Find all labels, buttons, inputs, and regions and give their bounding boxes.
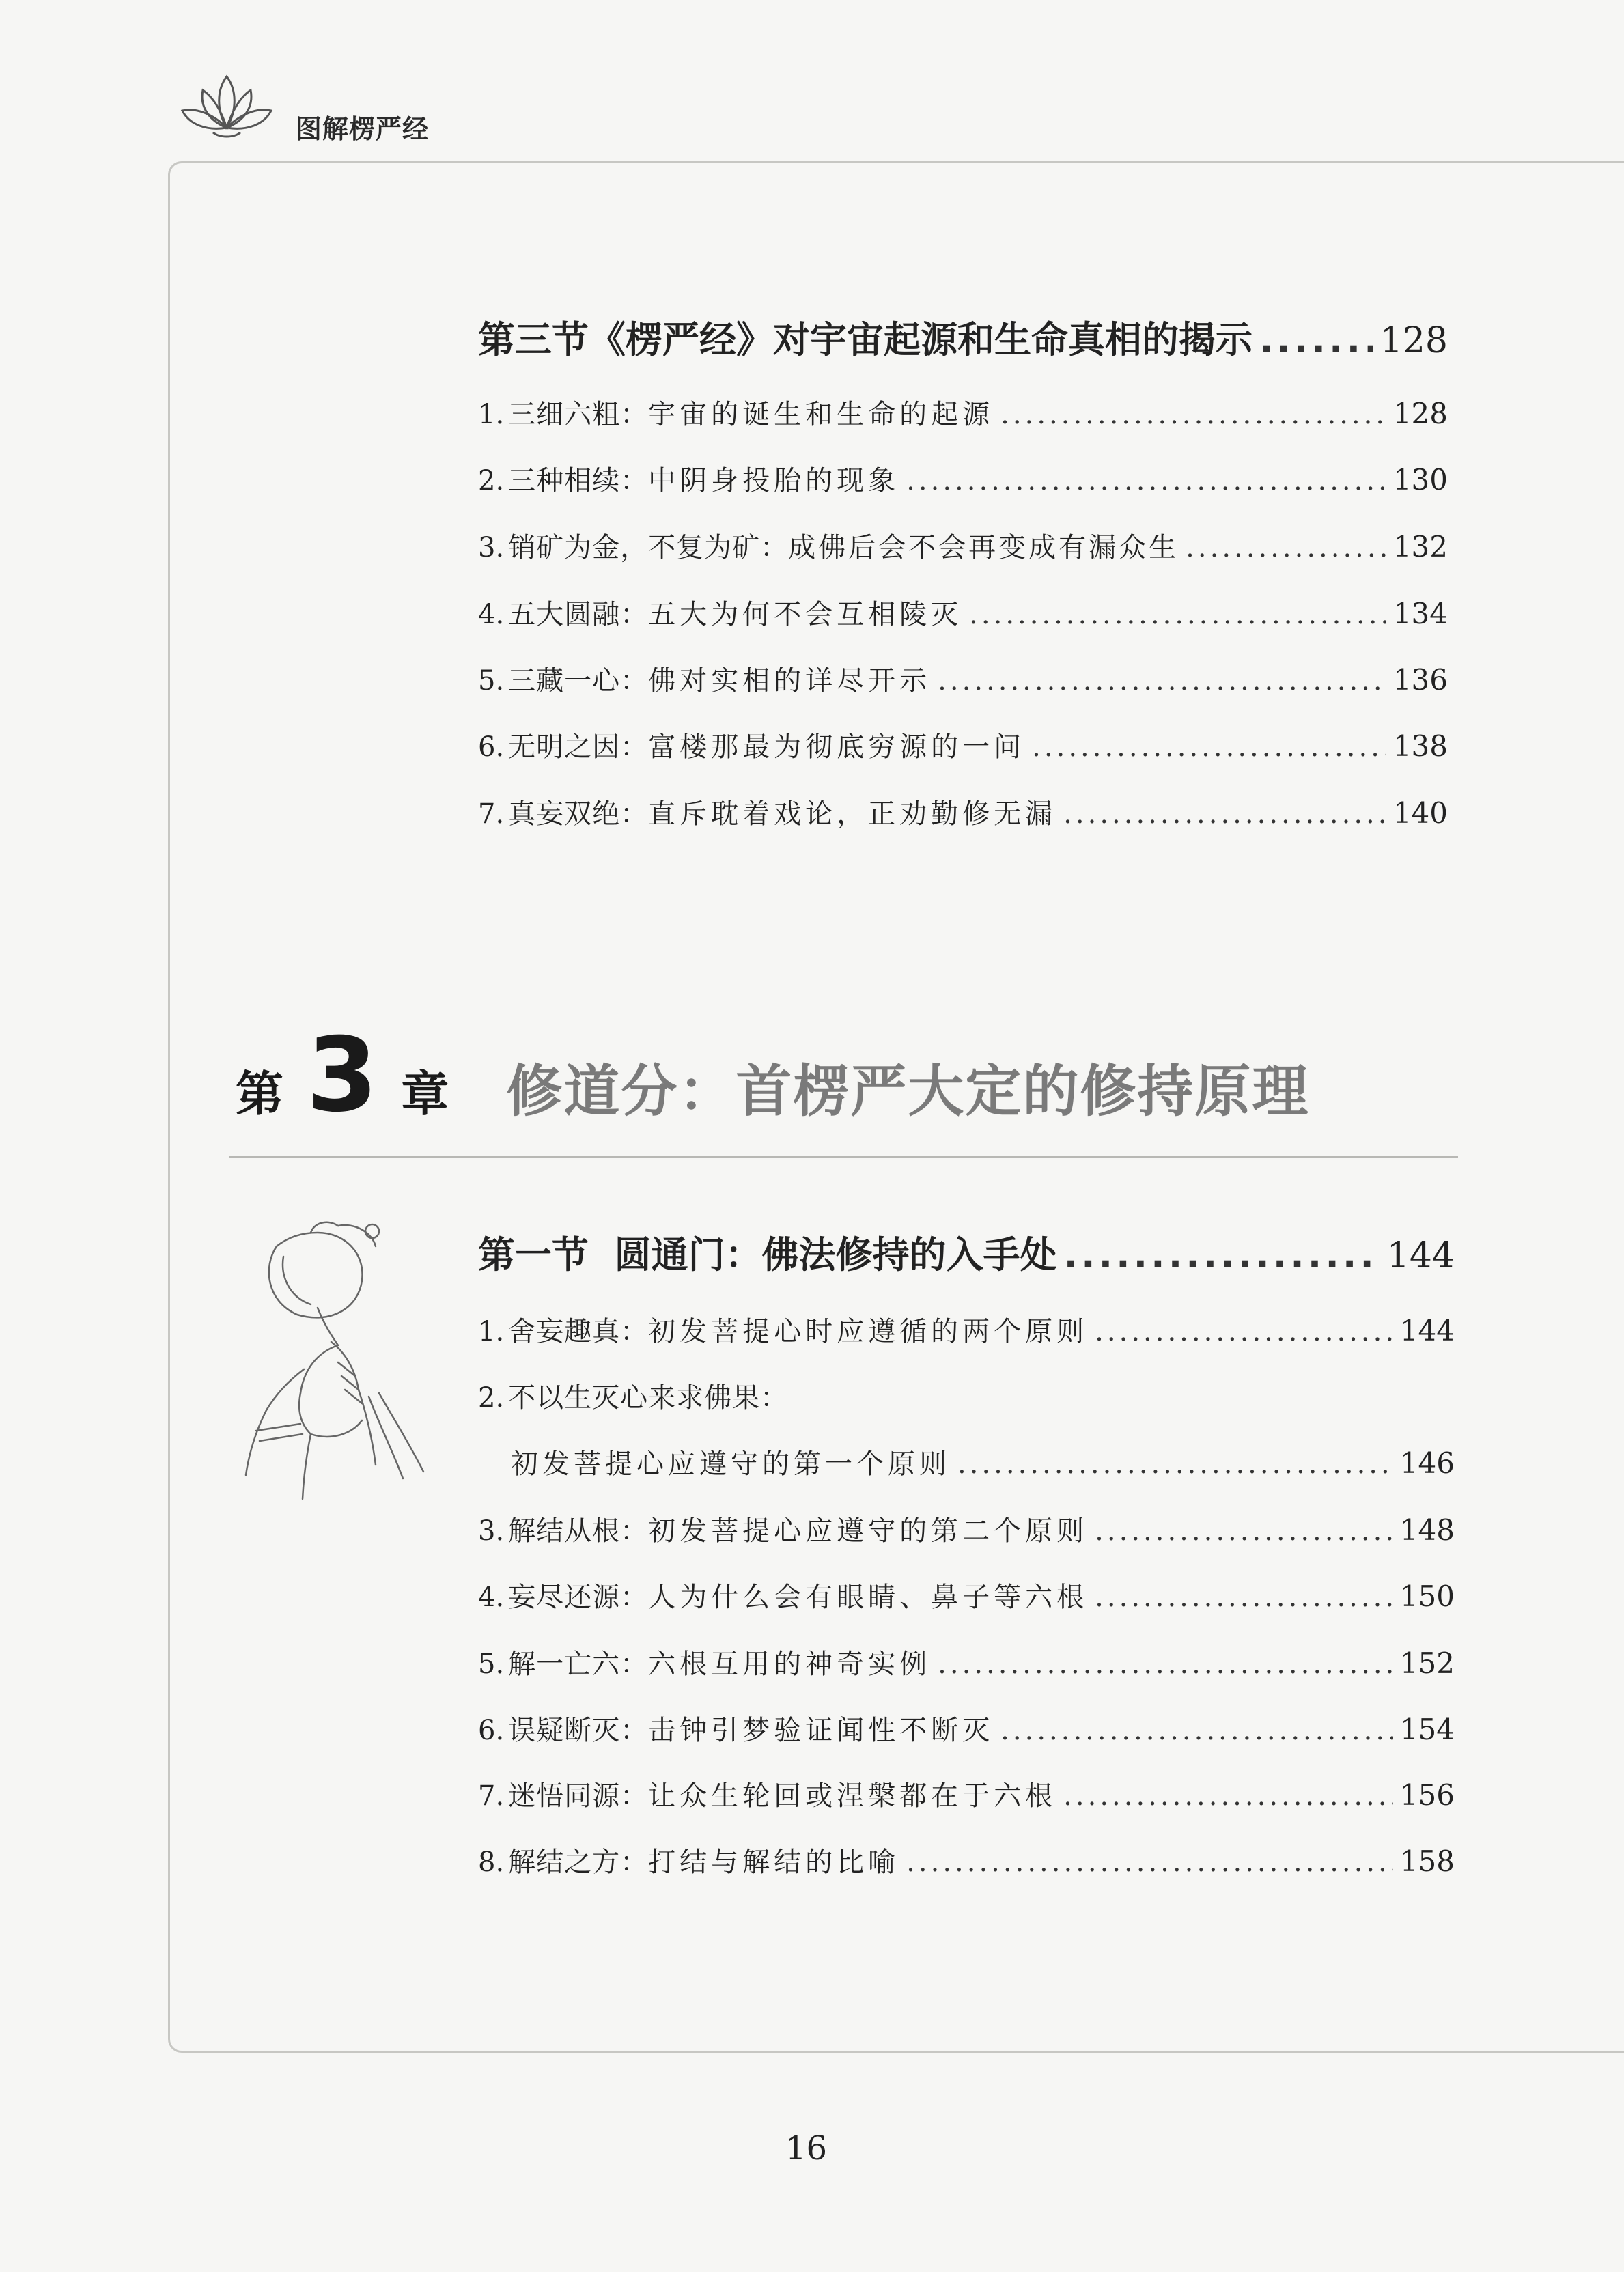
- toc-item[interactable]: [478, 393, 1448, 432]
- chapter-prefix: 第: [236, 1066, 283, 1122]
- item-subtitle: 人为什么会有眼睛、鼻子等六根: [648, 1582, 1089, 1613]
- chapter-divider: [229, 1156, 1458, 1158]
- page-ref: 136: [1392, 663, 1448, 697]
- leader-dots: [1095, 1316, 1393, 1347]
- page-ref: 146: [1399, 1446, 1455, 1480]
- leader-dots: [906, 1847, 1393, 1878]
- page-ref: 138: [1392, 729, 1448, 763]
- item-number: 6.: [478, 1715, 505, 1746]
- toc-item[interactable]: [478, 1376, 1455, 1415]
- item-number: 7.: [478, 1780, 505, 1812]
- leader-dots: [1000, 399, 1386, 430]
- item-number: 5.: [478, 665, 505, 697]
- item-heading: 舍妄趣真：: [508, 1316, 649, 1347]
- toc-item[interactable]: [478, 1575, 1455, 1614]
- item-heading: 误疑断灭：: [508, 1715, 649, 1746]
- leader-dots: [906, 465, 1386, 496]
- page-ref: 154: [1399, 1713, 1455, 1746]
- item-subtitle: 富楼那最为彻底穷源的一问: [648, 731, 1026, 763]
- leader-dots: [1063, 1780, 1393, 1812]
- page-ref: 150: [1399, 1580, 1455, 1613]
- leader-dots: [969, 599, 1386, 630]
- item-heading: 三种相续：: [508, 465, 649, 496]
- item-subtitle: 初发菩提心应遵守的第一个原则: [511, 1448, 951, 1480]
- hand-holding-ritual-implement-icon: [236, 1205, 434, 1516]
- item-number: 7.: [478, 798, 505, 830]
- toc-item[interactable]: [478, 725, 1448, 764]
- item-number: 4.: [478, 1582, 505, 1613]
- item-heading: 三细六粗：: [508, 399, 649, 430]
- item-subtitle: 初发菩提心应遵守的第二个原则: [648, 1515, 1089, 1547]
- chapter-suffix: 章: [401, 1066, 449, 1122]
- lotus-flower-icon: [179, 63, 275, 145]
- page-ref: 128: [1380, 320, 1448, 361]
- item-heading: 无明之因：: [508, 731, 649, 763]
- item-heading: 不以生灭心来求佛果：: [508, 1382, 789, 1414]
- page-ref: 140: [1392, 796, 1448, 830]
- item-number: 5.: [478, 1649, 505, 1680]
- leader-dots: [1095, 1515, 1393, 1547]
- toc-item[interactable]: [478, 1709, 1455, 1748]
- item-heading: 迷悟同源：: [508, 1780, 649, 1812]
- page-ref: 144: [1386, 1235, 1455, 1276]
- item-subtitle: 初发菩提心时应遵循的两个原则: [648, 1316, 1089, 1347]
- leader-dots: [938, 665, 1386, 697]
- item-subtitle: 五大为何不会互相陵灭: [648, 599, 963, 630]
- leader-dots: [1095, 1582, 1393, 1613]
- page-ref: 152: [1399, 1646, 1455, 1680]
- page-ref: 128: [1392, 397, 1448, 430]
- item-heading: 五大圆融：: [508, 599, 649, 630]
- leader-dots: [957, 1448, 1393, 1480]
- item-subtitle: 击钟引梦验证闻性不断灭: [648, 1715, 994, 1746]
- item-subtitle: 直斥耽着戏论，正劝勤修无漏: [648, 798, 1057, 830]
- item-number: 6.: [478, 731, 505, 763]
- page-ref: 144: [1399, 1314, 1455, 1347]
- item-number: 4.: [478, 599, 505, 630]
- item-number: 1.: [478, 1316, 505, 1347]
- item-subtitle: 中阴身投胎的现象: [648, 465, 900, 496]
- item-heading: 销矿为金，不复为矿：: [508, 532, 789, 563]
- item-subtitle: 让众生轮回或涅槃都在于六根: [648, 1780, 1057, 1812]
- toc-item[interactable]: [478, 526, 1448, 565]
- item-heading: 解结从根：: [508, 1515, 649, 1547]
- item-heading: 真妄双绝：: [508, 798, 649, 830]
- toc-item[interactable]: [478, 659, 1448, 698]
- leader-dots: [1064, 1233, 1380, 1276]
- running-header-book-title: 图解楞严经: [296, 114, 430, 144]
- toc-section-3[interactable]: [478, 311, 1448, 363]
- leader-dots: [1000, 1715, 1393, 1746]
- page-ref: 134: [1392, 597, 1448, 630]
- page-ref: 158: [1399, 1845, 1455, 1878]
- item-subtitle: 打结与解结的比喻: [648, 1847, 900, 1878]
- page-ref: 130: [1392, 463, 1448, 496]
- item-number: 8.: [478, 1847, 505, 1878]
- chapter-number: 3: [307, 1016, 378, 1135]
- page-ref: 132: [1392, 530, 1448, 563]
- item-subtitle: 成佛后会不会再变成有漏众生: [788, 532, 1179, 563]
- item-number: 3.: [478, 532, 505, 563]
- item-heading: 三藏一心：: [508, 665, 649, 697]
- item-number: 2.: [478, 465, 505, 496]
- item-subtitle: 宇宙的诞生和生命的起源: [648, 399, 994, 430]
- toc-item[interactable]: [478, 593, 1448, 632]
- section-title: 第三节《楞严经》对宇宙起源和生命真相的揭示: [478, 318, 1252, 361]
- section-title: 第一节 圆通门：佛法修持的入手处: [478, 1233, 1057, 1276]
- toc-item[interactable]: [478, 792, 1448, 831]
- leader-dots: [1259, 318, 1373, 361]
- toc-item[interactable]: [478, 1509, 1455, 1548]
- chapter-heading[interactable]: [236, 1016, 1310, 1147]
- toc-item-continuation[interactable]: [511, 1442, 1455, 1481]
- toc-section-1[interactable]: [478, 1226, 1455, 1278]
- item-number: 3.: [478, 1515, 505, 1547]
- item-heading: 解结之方：: [508, 1847, 649, 1878]
- item-heading: 解一亡六：: [508, 1649, 649, 1680]
- item-subtitle: 六根互用的神奇实例: [648, 1649, 932, 1680]
- item-number: 1.: [478, 399, 505, 430]
- toc-item[interactable]: [478, 1642, 1455, 1681]
- toc-item[interactable]: [478, 1840, 1455, 1879]
- toc-item[interactable]: [478, 459, 1448, 498]
- item-number: 2.: [478, 1382, 505, 1414]
- chapter-title: 修道分：首楞严大定的修持原理: [506, 1059, 1310, 1124]
- leader-dots: [938, 1649, 1393, 1680]
- item-subtitle: 佛对实相的详尽开示: [648, 665, 932, 697]
- leader-dots: [1032, 731, 1386, 763]
- toc-item[interactable]: [478, 1774, 1455, 1813]
- toc-item[interactable]: [478, 1310, 1455, 1349]
- page-ref: 156: [1399, 1778, 1455, 1812]
- page-ref: 148: [1399, 1513, 1455, 1547]
- leader-dots: [1186, 532, 1386, 563]
- page-number: 16: [785, 2129, 828, 2168]
- leader-dots: [1063, 798, 1386, 830]
- item-heading: 妄尽还源：: [508, 1582, 649, 1613]
